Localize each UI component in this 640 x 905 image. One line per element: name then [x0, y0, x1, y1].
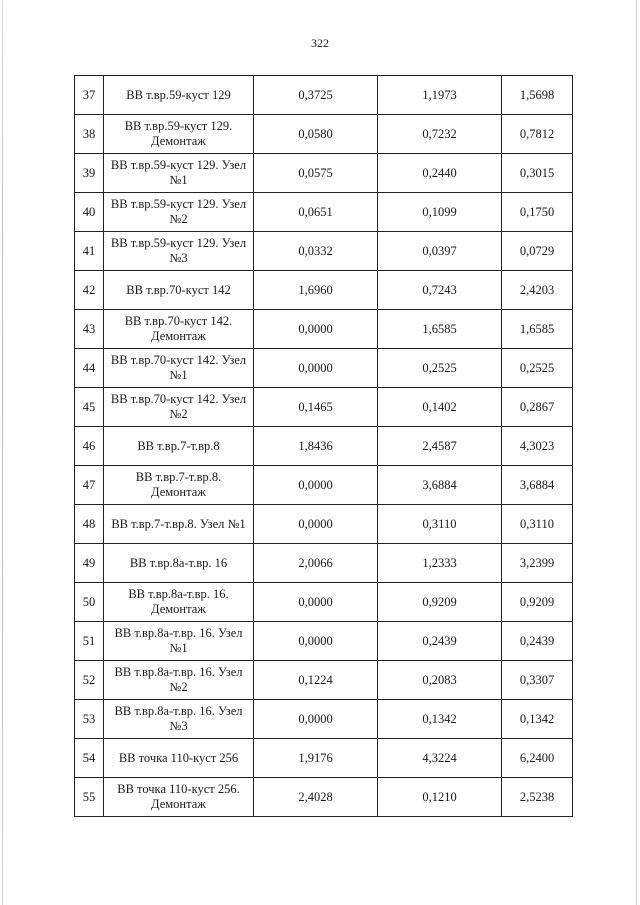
row-value-2-cell: 0,3110 — [378, 505, 502, 544]
table-row — [75, 115, 573, 154]
row-name-text: ВВ т.вр.59-куст 129. Узел №2 — [110, 197, 247, 226]
row-number-cell: 44 — [75, 349, 104, 388]
row-value-1-cell: 0,0000 — [254, 583, 378, 622]
row-value-2-cell: 0,0397 — [378, 232, 502, 271]
row-name-text: ВВ т.вр.59-куст 129. Узел №1 — [110, 158, 247, 187]
row-value-1-cell: 2,0066 — [254, 544, 378, 583]
table-row — [75, 583, 573, 622]
row-value-1-cell: 1,9176 — [254, 739, 378, 778]
row-name-text: ВВ т.вр.70-куст 142. Узел №2 — [110, 392, 247, 421]
row-value-3-cell: 3,6884 — [502, 466, 573, 505]
table-row — [75, 661, 573, 700]
row-value-3-cell: 0,9209 — [502, 583, 573, 622]
row-number-cell: 52 — [75, 661, 104, 700]
row-name-cell — [104, 193, 254, 232]
row-name-cell — [104, 310, 254, 349]
row-value-1-cell: 0,0000 — [254, 700, 378, 739]
row-name-cell — [104, 505, 254, 544]
row-value-2-cell: 0,2439 — [378, 622, 502, 661]
row-value-2-cell: 0,9209 — [378, 583, 502, 622]
row-name-cell — [104, 271, 254, 310]
row-value-3-cell: 0,0729 — [502, 232, 573, 271]
row-name-text: ВВ т.вр.70-куст 142. Узел №1 — [110, 353, 247, 382]
table-row — [75, 310, 573, 349]
row-name-cell — [104, 154, 254, 193]
row-value-2-cell: 2,4587 — [378, 427, 502, 466]
table-row — [75, 388, 573, 427]
row-value-1-cell: 0,0332 — [254, 232, 378, 271]
row-value-3-cell: 6,2400 — [502, 739, 573, 778]
row-name-cell — [104, 115, 254, 154]
table-row — [75, 271, 573, 310]
table-body — [75, 76, 573, 817]
row-name-cell — [104, 388, 254, 427]
row-value-2-cell: 0,1402 — [378, 388, 502, 427]
table-row — [75, 193, 573, 232]
row-name-text: ВВ т.вр.7-т.вр.8 — [137, 438, 220, 453]
row-name-text: ВВ т.вр.70-куст 142 — [126, 282, 231, 297]
row-number-cell: 55 — [75, 778, 104, 817]
row-value-3-cell: 0,1750 — [502, 193, 573, 232]
row-number-cell: 41 — [75, 232, 104, 271]
scan-edge-right — [636, 0, 637, 905]
table-row — [75, 700, 573, 739]
page-number: 322 — [311, 36, 329, 50]
row-value-3-cell: 0,3307 — [502, 661, 573, 700]
row-value-3-cell: 2,5238 — [502, 778, 573, 817]
row-value-3-cell: 0,7812 — [502, 115, 573, 154]
row-number-cell: 48 — [75, 505, 104, 544]
row-name-text: ВВ т.вр.7-т.вр.8. Узел №1 — [111, 516, 246, 531]
row-value-1-cell: 0,1465 — [254, 388, 378, 427]
table-row — [75, 544, 573, 583]
table-row — [75, 349, 573, 388]
row-value-2-cell: 0,2440 — [378, 154, 502, 193]
row-value-2-cell: 0,1210 — [378, 778, 502, 817]
table-row — [75, 427, 573, 466]
row-value-2-cell: 4,3224 — [378, 739, 502, 778]
row-number-cell: 45 — [75, 388, 104, 427]
table-row — [75, 739, 573, 778]
row-name-cell — [104, 622, 254, 661]
row-value-3-cell: 4,3023 — [502, 427, 573, 466]
row-value-1-cell: 0,3725 — [254, 76, 378, 115]
row-name-text: ВВ т.вр.8а-т.вр. 16 — [129, 555, 228, 570]
row-name-text: ВВ точка 110-куст 256 — [118, 750, 239, 765]
row-name-cell — [104, 778, 254, 817]
row-value-2-cell: 0,7243 — [378, 271, 502, 310]
row-value-1-cell: 1,8436 — [254, 427, 378, 466]
row-value-1-cell: 0,0000 — [254, 466, 378, 505]
row-name-text: ВВ т.вр.8а-т.вр. 16. Узел №1 — [114, 626, 243, 655]
table-row — [75, 466, 573, 505]
table-row — [75, 622, 573, 661]
row-number-cell: 46 — [75, 427, 104, 466]
row-name-text: ВВ т.вр.59-куст 129. Узел №3 — [110, 236, 247, 265]
row-name-cell — [104, 232, 254, 271]
row-value-1-cell: 0,0000 — [254, 505, 378, 544]
row-name-text: ВВ т.вр.70-куст 142. Демонтаж — [124, 314, 233, 343]
row-value-1-cell: 0,0651 — [254, 193, 378, 232]
row-value-2-cell: 0,1099 — [378, 193, 502, 232]
row-value-3-cell: 3,2399 — [502, 544, 573, 583]
table-row — [75, 76, 573, 115]
row-value-3-cell: 0,3015 — [502, 154, 573, 193]
row-value-3-cell: 0,3110 — [502, 505, 573, 544]
row-value-2-cell: 1,6585 — [378, 310, 502, 349]
row-value-1-cell: 0,0000 — [254, 622, 378, 661]
row-name-cell — [104, 76, 254, 115]
row-value-3-cell: 0,1342 — [502, 700, 573, 739]
row-name-text: ВВ т.вр.59-куст 129 — [126, 87, 231, 102]
row-value-1-cell: 0,0000 — [254, 310, 378, 349]
row-value-1-cell: 0,1224 — [254, 661, 378, 700]
row-number-cell: 51 — [75, 622, 104, 661]
row-value-3-cell: 1,5698 — [502, 76, 573, 115]
row-number-cell: 50 — [75, 583, 104, 622]
row-number-cell: 42 — [75, 271, 104, 310]
row-name-text: ВВ точка 110-куст 256. Демонтаж — [117, 782, 240, 811]
row-value-1-cell: 0,0000 — [254, 349, 378, 388]
row-value-2-cell: 3,6884 — [378, 466, 502, 505]
row-name-text: ВВ т.вр.59-куст 129. Демонтаж — [124, 119, 233, 148]
row-name-cell — [104, 466, 254, 505]
row-name-cell — [104, 700, 254, 739]
row-number-cell: 54 — [75, 739, 104, 778]
row-value-3-cell: 0,2525 — [502, 349, 573, 388]
row-number-cell: 43 — [75, 310, 104, 349]
row-value-1-cell: 0,0575 — [254, 154, 378, 193]
row-number-cell: 39 — [75, 154, 104, 193]
row-name-cell — [104, 349, 254, 388]
row-name-text: ВВ т.вр.8а-т.вр. 16. Узел №2 — [114, 665, 243, 694]
row-name-cell — [104, 427, 254, 466]
row-value-2-cell: 0,1342 — [378, 700, 502, 739]
table-row — [75, 154, 573, 193]
row-number-cell: 40 — [75, 193, 104, 232]
row-number-cell: 47 — [75, 466, 104, 505]
row-name-text: ВВ т.вр.8а-т.вр. 16. Узел №3 — [114, 704, 243, 733]
table-row — [75, 778, 573, 817]
row-value-1-cell: 1,6960 — [254, 271, 378, 310]
scan-edge-left — [2, 0, 3, 905]
row-name-text: ВВ т.вр.7-т.вр.8. Демонтаж — [135, 470, 222, 499]
row-number-cell: 53 — [75, 700, 104, 739]
row-value-3-cell: 0,2439 — [502, 622, 573, 661]
table-row — [75, 232, 573, 271]
row-number-cell: 37 — [75, 76, 104, 115]
row-name-cell — [104, 544, 254, 583]
row-name-cell — [104, 583, 254, 622]
row-name-cell — [104, 661, 254, 700]
row-value-2-cell: 0,2525 — [378, 349, 502, 388]
row-value-1-cell: 0,0580 — [254, 115, 378, 154]
row-name-text: ВВ т.вр.8а-т.вр. 16. Демонтаж — [128, 587, 229, 616]
row-value-1-cell: 2,4028 — [254, 778, 378, 817]
row-name-cell — [104, 739, 254, 778]
row-value-3-cell: 1,6585 — [502, 310, 573, 349]
row-number-cell: 49 — [75, 544, 104, 583]
data-table — [74, 75, 573, 817]
row-value-3-cell: 0,2867 — [502, 388, 573, 427]
row-value-2-cell: 1,1973 — [378, 76, 502, 115]
row-value-2-cell: 0,7232 — [378, 115, 502, 154]
row-number-cell: 38 — [75, 115, 104, 154]
row-value-2-cell: 0,2083 — [378, 661, 502, 700]
row-value-2-cell: 1,2333 — [378, 544, 502, 583]
table-row — [75, 505, 573, 544]
row-value-3-cell: 2,4203 — [502, 271, 573, 310]
